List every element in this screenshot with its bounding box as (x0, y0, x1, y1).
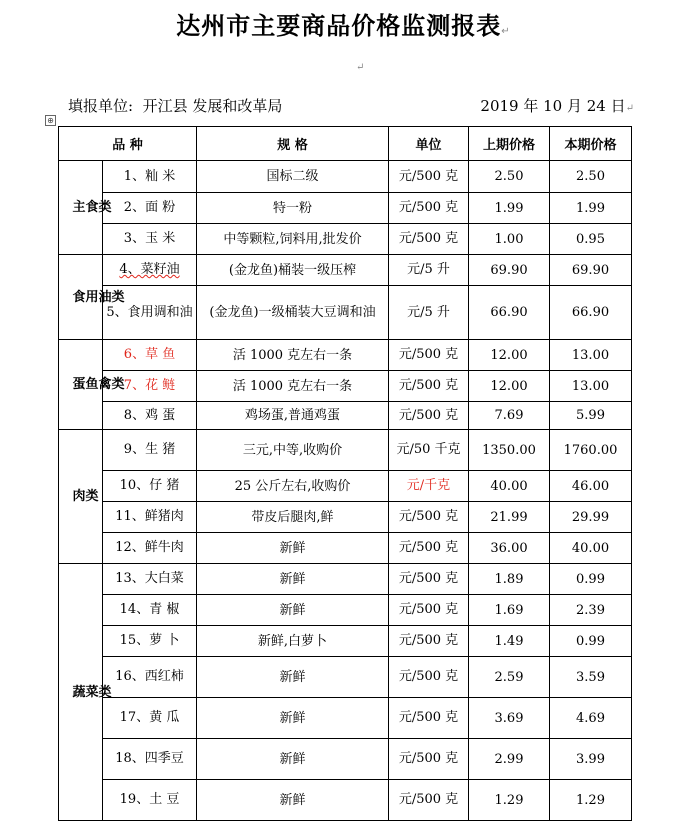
table-row (59, 533, 632, 564)
unit: 元/500 克 (389, 564, 469, 595)
table-row (59, 402, 632, 430)
prev-price: 2.59 (469, 657, 550, 698)
table-row (59, 340, 632, 371)
spec: 新鲜 (197, 657, 389, 698)
unit: 元/500 克 (389, 193, 469, 224)
table-row (59, 657, 632, 698)
curr-price: 3.59 (550, 657, 632, 698)
category-label: 肉类 (72, 489, 99, 504)
unit: 元/500 克 (389, 371, 469, 402)
spec: 新鲜,白萝卜 (197, 626, 389, 657)
table-row (59, 430, 632, 471)
table-row (59, 471, 632, 502)
category-egg-fish-poultry (59, 340, 125, 430)
prev-price: 21.99 (469, 502, 550, 533)
spec: 新鲜 (197, 739, 389, 780)
table-row (59, 564, 632, 595)
item-name: 1、籼 米 (103, 161, 197, 193)
item-name: 8、鸡 蛋 (103, 402, 197, 430)
curr-price: 1.99 (550, 193, 632, 224)
table-row (59, 286, 632, 340)
prev-price: 2.50 (469, 161, 550, 193)
unit: 元/500 克 (389, 402, 469, 430)
spec: (金龙鱼)一级桶装大豆调和油 (197, 286, 389, 340)
col-header-prev-price: 上期价格 (469, 127, 550, 161)
paragraph-mark-icon: ↵ (625, 103, 634, 114)
unit: 元/50 千克 (389, 430, 469, 471)
spec: 国标二级 (197, 161, 389, 193)
item-name: 14、青 椒 (103, 595, 197, 626)
prev-price: 12.00 (469, 340, 550, 371)
unit: 元/500 克 (389, 161, 469, 193)
reporting-unit-value: 开江县 发展和改革局 (142, 97, 283, 115)
category-oil (59, 255, 125, 340)
prev-price: 1.99 (469, 193, 550, 224)
unit: 元/500 克 (389, 739, 469, 780)
prev-price: 69.90 (469, 255, 550, 286)
table-row (59, 626, 632, 657)
unit: 元/500 克 (389, 698, 469, 739)
col-header-item: 品 种 (59, 127, 197, 161)
item-name: 9、生 猪 (103, 430, 197, 471)
table-row (59, 255, 632, 286)
unit: 元/千克 (389, 471, 469, 502)
curr-price: 2.50 (550, 161, 632, 193)
paragraph-mark-icon: ↵ (356, 62, 365, 73)
table-row (59, 595, 632, 626)
curr-price: 5.99 (550, 402, 632, 430)
unit: 元/500 克 (389, 340, 469, 371)
item-name: 7、花 鲢 (103, 371, 197, 402)
table-row (59, 224, 632, 255)
table-row (59, 780, 632, 821)
curr-price: 0.99 (550, 626, 632, 657)
item-name: 5、食用调和油 (103, 286, 197, 340)
table-row (59, 371, 632, 402)
document-title (0, 6, 687, 41)
spec: 新鲜 (197, 564, 389, 595)
col-header-spec: 规 格 (197, 127, 389, 161)
spec: 活 1000 克左右一条 (197, 340, 389, 371)
prev-price: 1350.00 (469, 430, 550, 471)
item-name: 3、玉 米 (103, 224, 197, 255)
prev-price: 66.90 (469, 286, 550, 340)
item-name: 15、萝 卜 (103, 626, 197, 657)
prev-price: 7.69 (469, 402, 550, 430)
unit: 元/5 升 (389, 255, 469, 286)
category-vegetables (59, 564, 112, 821)
spec: 新鲜 (197, 595, 389, 626)
curr-price: 46.00 (550, 471, 632, 502)
category-label: 蛋鱼禽类 (72, 377, 125, 392)
price-table (58, 126, 632, 821)
curr-price: 69.90 (550, 255, 632, 286)
reporting-unit (68, 95, 282, 116)
report-date-text: 2019 年 10 月 24 日 (480, 97, 626, 115)
table-row (59, 161, 632, 193)
curr-price: 1.29 (550, 780, 632, 821)
unit: 元/500 克 (389, 657, 469, 698)
curr-price: 0.99 (550, 564, 632, 595)
curr-price: 1760.00 (550, 430, 632, 471)
prev-price: 1.89 (469, 564, 550, 595)
curr-price: 13.00 (550, 340, 632, 371)
item-name: 16、西红柿 (103, 657, 197, 698)
report-meta (68, 95, 634, 115)
unit: 元/500 克 (389, 224, 469, 255)
paragraph-mark-icon: ↵ (501, 26, 511, 37)
item-name: 17、黄 瓜 (103, 698, 197, 739)
table-header-row (59, 127, 632, 161)
category-label: 食用油类 (72, 289, 125, 305)
reporting-unit-label: 填报单位: (68, 97, 134, 115)
prev-price: 2.99 (469, 739, 550, 780)
curr-price: 0.95 (550, 224, 632, 255)
spec: 带皮后腿肉,鲜 (197, 502, 389, 533)
prev-price: 1.49 (469, 626, 550, 657)
item-name: 18、四季豆 (103, 739, 197, 780)
spec: 活 1000 克左右一条 (197, 371, 389, 402)
spec: 新鲜 (197, 533, 389, 564)
prev-price: 1.29 (469, 780, 550, 821)
category-label: 主食类 (72, 200, 112, 215)
table-row (59, 739, 632, 780)
curr-price: 66.90 (550, 286, 632, 340)
unit: 元/500 克 (389, 626, 469, 657)
item-name: 11、鲜猪肉 (103, 502, 197, 533)
category-label: 蔬菜类 (72, 684, 112, 700)
category-staple (59, 161, 112, 255)
table-row (59, 698, 632, 739)
item-name: 2、面 粉 (103, 193, 197, 224)
title-text: 达州市主要商品价格监测报表 (176, 12, 502, 40)
spec: 鸡场蛋,普通鸡蛋 (197, 402, 389, 430)
curr-price: 29.99 (550, 502, 632, 533)
prev-price: 40.00 (469, 471, 550, 502)
curr-price: 2.39 (550, 595, 632, 626)
item-name: 4、菜籽油 (103, 255, 197, 286)
prev-price: 12.00 (469, 371, 550, 402)
spec: 特一粉 (197, 193, 389, 224)
col-header-curr-price: 本期价格 (550, 127, 632, 161)
report-date (480, 95, 634, 116)
col-header-unit: 单位 (389, 127, 469, 161)
unit: 元/500 克 (389, 502, 469, 533)
item-name: 13、大白菜 (103, 564, 197, 595)
spec: 新鲜 (197, 698, 389, 739)
table-row (59, 502, 632, 533)
unit: 元/500 克 (389, 533, 469, 564)
prev-price: 3.69 (469, 698, 550, 739)
table-move-handle-icon[interactable]: ⊕ (45, 115, 56, 126)
unit: 元/500 克 (389, 595, 469, 626)
category-meat (59, 430, 103, 564)
prev-price: 1.00 (469, 224, 550, 255)
curr-price: 3.99 (550, 739, 632, 780)
curr-price: 13.00 (550, 371, 632, 402)
curr-price: 40.00 (550, 533, 632, 564)
prev-price: 1.69 (469, 595, 550, 626)
item-name: 12、鲜牛肉 (103, 533, 197, 564)
spec: (金龙鱼)桶装一级压榨 (197, 255, 389, 286)
spec: 新鲜 (197, 780, 389, 821)
prev-price: 36.00 (469, 533, 550, 564)
item-name: 10、仔 猪 (103, 471, 197, 502)
spec: 25 公斤左右,收购价 (197, 471, 389, 502)
unit: 元/5 升 (389, 286, 469, 340)
spec: 三元,中等,收购价 (197, 430, 389, 471)
spec: 中等颗粒,饲料用,批发价 (197, 224, 389, 255)
item-name: 6、草 鱼 (103, 340, 197, 371)
table-row (59, 193, 632, 224)
curr-price: 4.69 (550, 698, 632, 739)
unit: 元/500 克 (389, 780, 469, 821)
item-name: 19、土 豆 (103, 780, 197, 821)
